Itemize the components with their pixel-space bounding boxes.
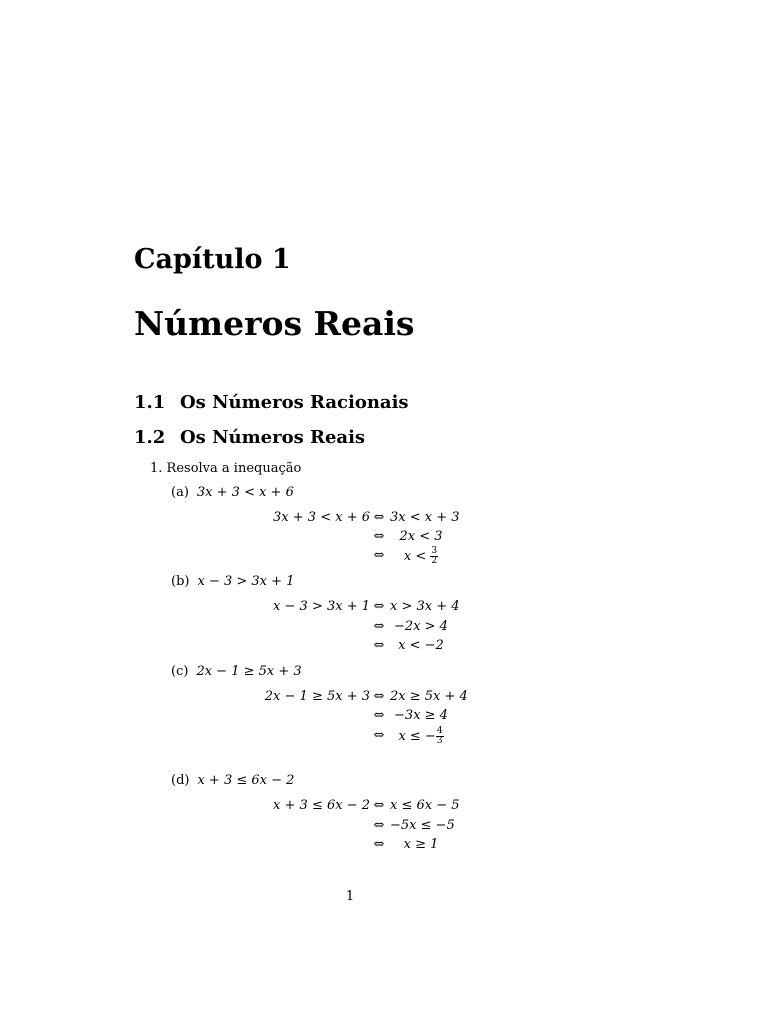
equation-rhs: x > 3x + 4 [390, 599, 460, 614]
exercise-text: Resolva a inequação [166, 461, 302, 476]
exercise-item [150, 461, 301, 476]
fraction [436, 727, 444, 746]
iff-symbol: ⇔ [373, 548, 385, 563]
equation-line [0, 707, 768, 725]
equation-line [0, 688, 768, 706]
fraction-numerator: 3 [431, 546, 438, 556]
section-number: 1.1 [134, 392, 166, 413]
equation-lhs: 3x + 3 < x + 6 [273, 510, 370, 525]
iff-symbol: ⇔ [373, 599, 385, 614]
equation-line [0, 637, 768, 655]
equation-rhs: x ≥ 1 [403, 837, 439, 852]
equation-line [0, 797, 768, 815]
equation-line [0, 547, 768, 565]
iff-symbol: ⇔ [373, 708, 385, 723]
equation-line [0, 528, 768, 546]
iff-symbol: ⇔ [373, 529, 385, 544]
rhs-prefix: x < [403, 549, 427, 564]
chapter-title: Números Reais [134, 304, 415, 343]
subitem-expression: x − 3 > 3x + 1 [197, 574, 295, 589]
iff-symbol: ⇔ [373, 510, 385, 525]
equation-rhs: 2x < 3 [399, 529, 443, 544]
subitem-a [171, 485, 294, 500]
equation-line [0, 727, 768, 745]
equation-rhs: x < −2 [398, 638, 444, 653]
iff-symbol: ⇔ [373, 689, 385, 704]
subitem-label: (c) [171, 664, 189, 679]
fraction-denominator: 3 [436, 736, 443, 746]
subitem-expression: x + 3 ≤ 6x − 2 [197, 773, 295, 788]
iff-symbol: ⇔ [373, 837, 385, 852]
subitem-label: (d) [171, 773, 190, 788]
equation-rhs: −2x > 4 [394, 619, 448, 634]
equation-line [0, 618, 768, 636]
equation-rhs: −5x ≤ −5 [390, 818, 455, 833]
iff-symbol: ⇔ [373, 619, 385, 634]
equation-rhs [390, 547, 452, 566]
iff-symbol: ⇔ [373, 728, 385, 743]
equation-rhs: 3x < x + 3 [390, 510, 460, 525]
subitem-label: (a) [171, 485, 189, 500]
iff-symbol: ⇔ [373, 818, 385, 833]
equation-line [0, 598, 768, 616]
equation-lhs: 2x − 1 ≥ 5x + 3 [264, 689, 370, 704]
equation-lhs: x + 3 ≤ 6x − 2 [273, 798, 370, 813]
section-heading [134, 427, 365, 448]
iff-symbol: ⇔ [373, 638, 385, 653]
subitem-b [171, 574, 294, 589]
section-title: Os Números Racionais [180, 392, 409, 413]
section-heading [134, 392, 409, 413]
section-number: 1.2 [134, 427, 166, 448]
subitem-d [171, 773, 294, 788]
equation-rhs [390, 727, 452, 746]
rhs-prefix: x ≤ − [398, 729, 436, 744]
subitem-expression: 3x + 3 < x + 6 [196, 485, 294, 500]
equation-line [0, 836, 768, 854]
subitem-expression: 2x − 1 ≥ 5x + 3 [196, 664, 302, 679]
subitem-label: (b) [171, 574, 190, 589]
equation-rhs: −3x ≥ 4 [394, 708, 448, 723]
equation-lhs: x − 3 > 3x + 1 [273, 599, 370, 614]
page-number: 1 [345, 889, 355, 904]
section-title: Os Números Reais [180, 427, 366, 448]
equation-rhs: x ≤ 6x − 5 [390, 798, 460, 813]
equation-rhs: 2x ≥ 5x + 4 [390, 689, 468, 704]
subitem-c [171, 664, 302, 679]
equation-line [0, 817, 768, 835]
fraction [430, 547, 438, 566]
fraction-numerator: 4 [436, 726, 443, 736]
iff-symbol: ⇔ [373, 798, 385, 813]
equation-line [0, 509, 768, 527]
chapter-label: Capítulo 1 [134, 244, 291, 275]
exercise-number: 1. [150, 461, 163, 476]
fraction-denominator: 2 [431, 556, 438, 566]
